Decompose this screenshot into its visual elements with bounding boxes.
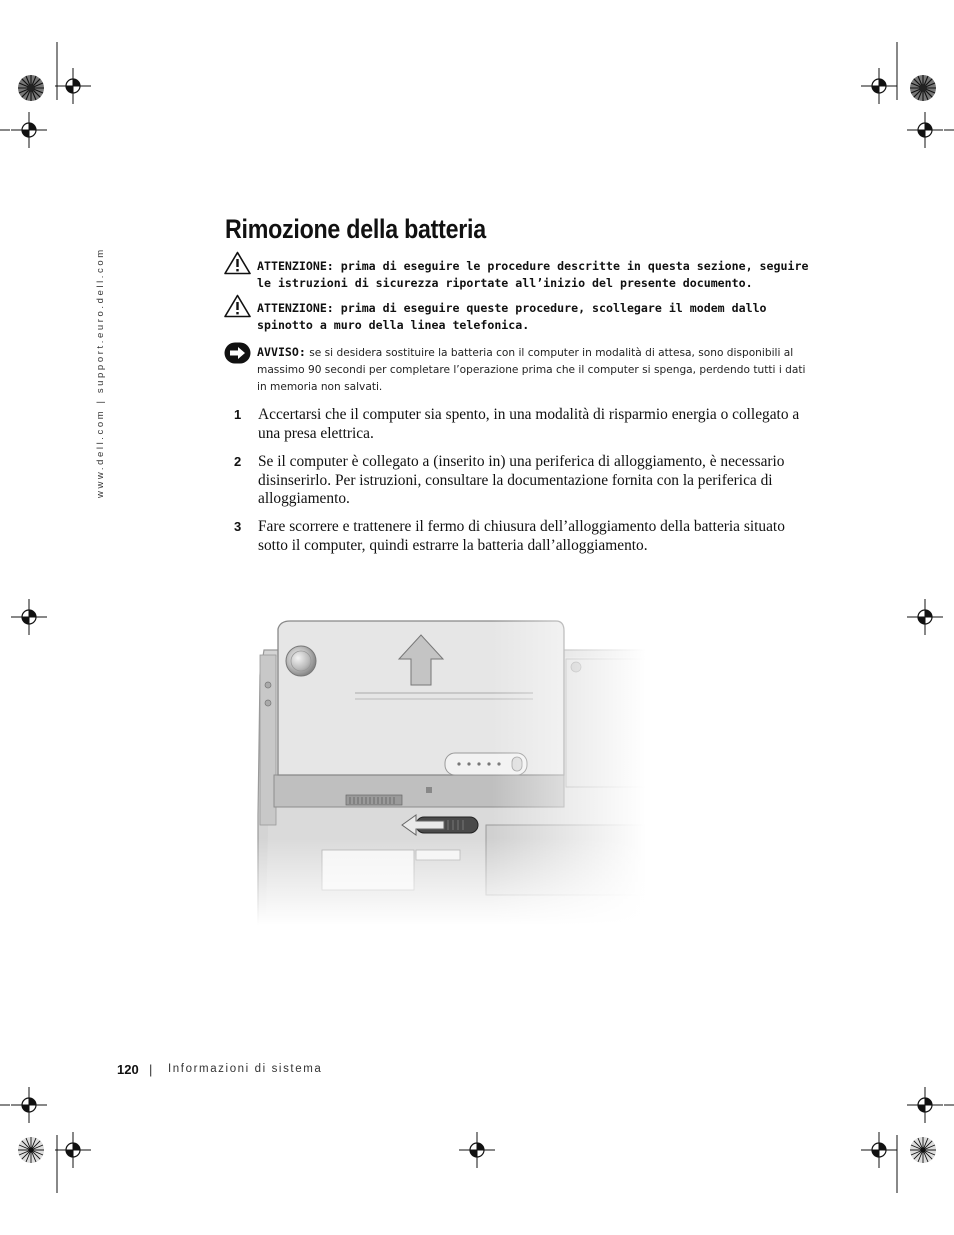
notice-body: se si desidera sostituire la batteria con il computer in modalità di attesa, sono disponibili al massimo 90 secondi per completare l’operazione prima che il computer si spenga, perdendo tutti i dati in memoria non salvati.	[257, 347, 806, 393]
sidebar-url: www.dell.com | support.euro.dell.com	[95, 247, 106, 498]
footer-separator: |	[149, 1062, 153, 1077]
step-number: 1	[234, 407, 242, 422]
warning-triangle-icon	[224, 294, 251, 323]
notice-arrow-icon	[224, 342, 251, 369]
caution-text: ATTENZIONE: prima di eseguire le procedure descritte in questa sezione, seguire le istruzioni di sicurezza riportate all’inizio del presente documento.	[257, 259, 809, 290]
step-number: 2	[234, 454, 242, 469]
warning-triangle-icon	[224, 251, 251, 280]
caution-text: ATTENZIONE: prima di eseguire queste procedure, scollegare il modem dallo spinotto a muro della linea telefonica.	[257, 301, 767, 332]
step-text: Fare scorrere e trattenere il fermo di chiusura dell’alloggiamento della batteria situato sotto il computer, quindi estrarre la batteria dall’alloggiamento.	[258, 518, 785, 554]
notice-label: AVVISO:	[257, 345, 306, 359]
step-text: Accertarsi che il computer sia spento, in una modalità di risparmio energia o collegato a una presa elettrica.	[258, 406, 800, 442]
step-text: Se il computer è collegato a (inserito in) una periferica di alloggiamento, è necessario disinserirlo. Per istruzioni, consultare la documentazione fornita con la periferica di alloggiamento.	[258, 453, 785, 507]
footer-section-title: Informazioni di sistema	[168, 1063, 323, 1075]
notice-text	[257, 344, 817, 396]
battery-removal-illustration	[250, 615, 690, 925]
page-number: 120	[117, 1062, 139, 1077]
page-title: Rimozione della batteria	[225, 214, 486, 244]
caution-note	[224, 294, 816, 334]
notice-note	[224, 340, 816, 398]
step-number: 3	[234, 519, 242, 534]
caution-note	[224, 251, 816, 291]
